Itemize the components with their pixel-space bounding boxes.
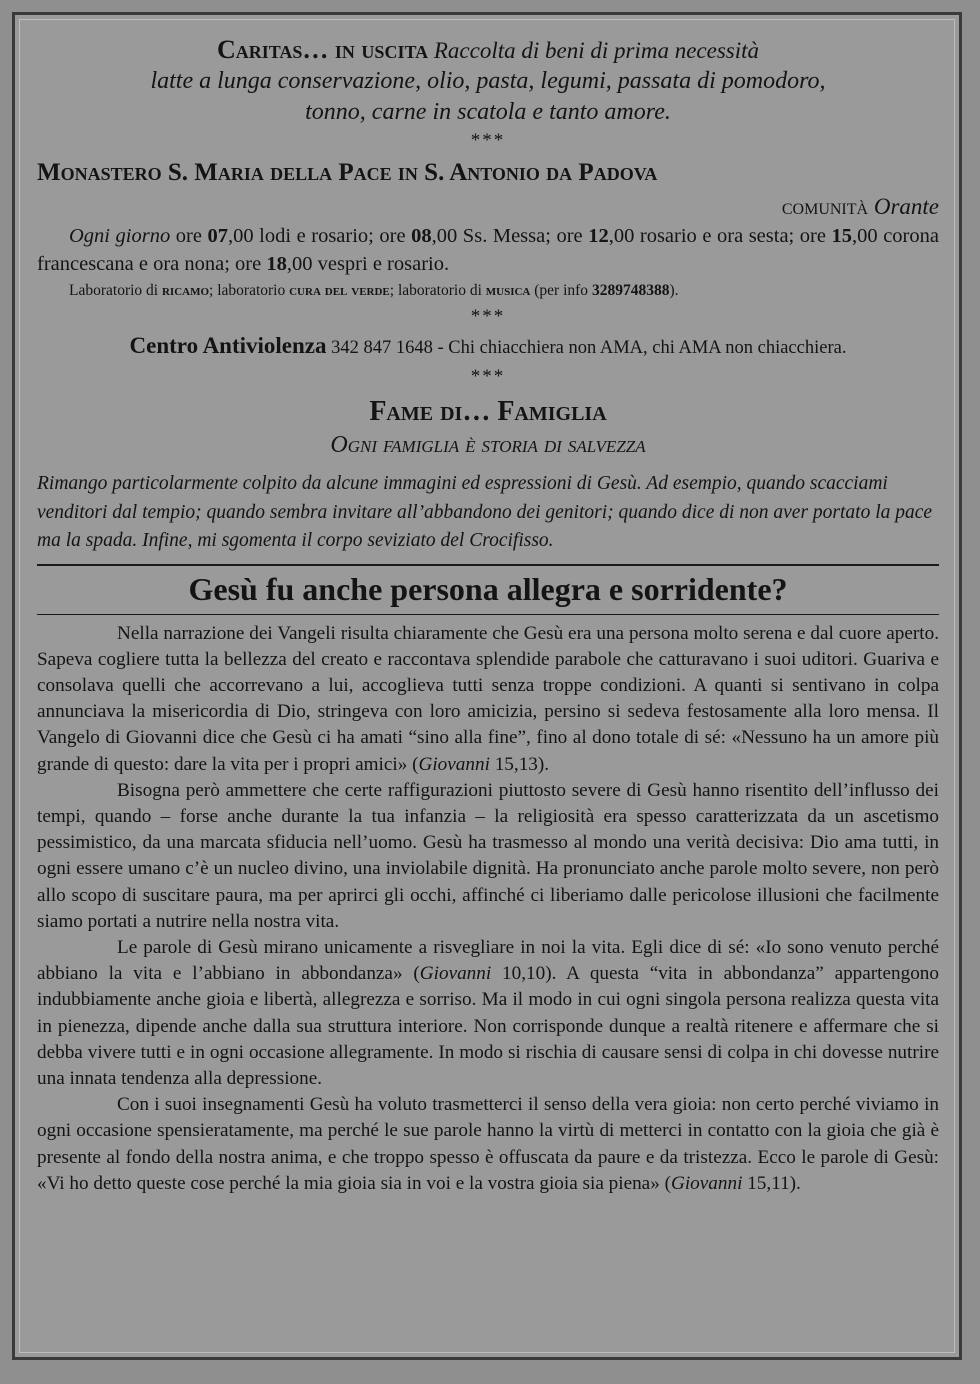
fame-title: Fame di… Famiglia	[369, 396, 607, 427]
p3-rest: 10,10). A questa “vita in abbondanza” appartengono indubbiamente anche gioia e libertà, allegrezza e sorriso. Ma il modo in cui ogni singola persona realizza questa vita in pienezza, dipende anche dalla sua struttura interiore. Non corrisponde dunque a realtà ritenere e affermare che si debba vivere tutti e in ogni occasione allegramente. In modo si rischia di causare sensi di colpa in chi dovesse nutrire una innata tendenza alla depressione.	[37, 963, 939, 1089]
time-08: 08	[411, 225, 432, 247]
caritas-label: Caritas… in uscita	[216, 35, 429, 64]
orari-text-f: ,00 vespri e rosario.	[286, 253, 450, 275]
lab-end: ).	[669, 282, 679, 299]
laboratori-line	[69, 278, 939, 304]
orari-text-b: ,00 lodi e rosario; ore	[228, 225, 412, 247]
orari-text-c: ,00 Ss. Messa; ore	[431, 225, 589, 247]
lab-prefix: Laboratorio di	[69, 282, 162, 299]
lab-mid-1: ; laboratorio	[209, 282, 290, 299]
comunita-label: comunità	[781, 194, 869, 219]
caritas-subtitle: Raccolta di beni di prima necessità	[433, 38, 760, 63]
divider-bottom	[37, 614, 939, 615]
time-07: 07	[207, 225, 228, 247]
separator-3: ***	[470, 366, 506, 387]
orari-paragraph	[37, 222, 939, 278]
monastero-title: Monastero S. Maria della Pace in S. Antonio da Padova	[37, 159, 658, 186]
page-frame	[12, 12, 962, 1360]
caritas-line-1: latte a lunga conservazione, olio, pasta, legumi, passata di pomodoro,	[150, 68, 826, 94]
p1-end: 15,13).	[489, 753, 550, 775]
article-paragraph-2: Bisogna però ammettere che certe raffigurazioni piuttosto severe di Gesù hanno risentito dell’influsso dei tempi, quando – forse anche durante la tua infanzia – la religiosità era spesso caratterizzata da un ascetismo pessimistico, da una marcata sfiducia nell’uomo. Gesù ha trasmesso al mondo una verità decisiva: Dio ama tutti, in ogni essere umano c’è un nucleo divino, una inviolabile dignità. Ha pronunciato anche parole molto severe, non però allo scopo di suscitare paura, ma per aprirci gli occhi, affinché ci liberiamo dalle pericolose illusioni che facilmente siamo portati a nutrire nella nostra vita.	[37, 779, 939, 932]
separator-1: ***	[470, 130, 506, 151]
p1-ref: Giovanni	[418, 753, 490, 775]
lab-musica: musica	[485, 282, 531, 299]
p3-ref: Giovanni	[419, 963, 492, 985]
lab-mid-2: ; laboratorio di	[389, 282, 486, 299]
article-paragraph-3	[37, 935, 939, 1092]
time-12: 12	[588, 225, 609, 247]
p4-ref: Giovanni	[670, 1172, 743, 1194]
orari-text-d: ,00 rosario e ora sesta; ore	[608, 225, 832, 247]
centro-name: Centro Antiviolenza	[129, 333, 327, 358]
ogni-giorno: Ogni giorno	[69, 225, 171, 247]
centro-antiviolenza-line	[37, 330, 939, 364]
fame-subtitle: Ogni famiglia è storia di salvezza	[330, 432, 646, 458]
caritas-line-2: tonno, carne in scatola e tanto amore.	[305, 99, 671, 125]
orante-label: Orante	[873, 194, 939, 219]
lab-info: (per info	[530, 282, 592, 299]
lab-ricamo: ricamo	[161, 282, 210, 299]
p4-text: Con i suoi insegnamenti Gesù ha voluto trasmetterci il senso della vera gioia: non certo perché viviamo in ogni occasione spensieratamente, ma perché le sue parole hanno la virtù di metterci in contatto con la gioia che già è presente al fondo della nostra anima, e che troppo spesso è offuscata da paure e da tristezza. Ecco le parole di Gesù: «Vi ho detto queste cose perché la mia gioia sia in voi e la vostra gioia sia piena» (	[37, 1094, 939, 1194]
time-15: 15	[831, 225, 853, 247]
p4-end: 15,11).	[742, 1172, 801, 1194]
centro-phone: 342 847 1648	[331, 338, 433, 358]
page-content	[37, 35, 939, 1197]
orari-text-a: ore	[170, 225, 208, 247]
caritas-heading	[37, 35, 939, 66]
article-body	[37, 621, 939, 1197]
centro-motto: - Chi chiacchiera non AMA, chi AMA non chiacchiera.	[432, 338, 847, 358]
orari-text-e: ,00 corona francescana e ora nona; ore	[37, 225, 939, 275]
p3-text: Le parole di Gesù mirano unicamente a risvegliare in noi la vita. Egli dice di sé: «Io sono venuto perché abbiano la vita e l’abbiano in abbondanza» (	[37, 936, 939, 985]
p1-text: Nella narrazione dei Vangeli risulta chiaramente che Gesù era una persona molto serena e dal cuore aperto. Sapeva cogliere tutta la bellezza del creato e raccontava splendide parabole che catturavano i suoi uditori. Guariva e consolava quelli che accorrevano a lui, accoglieva tutti senza troppe condizioni. A quanti si sentivano in colpa annunciava la misericordia di Dio, stringeva con loro amicizia, persino si sedeva festosamente alla loro mensa. Il Vangelo di Giovanni dice che Gesù ci ha amati “sino alla fine”, fino al dono totale di sé: «Nessuno ha un amore più grande di questo: dare la vita per i propri amici» (	[37, 622, 939, 775]
time-18: 18	[266, 253, 287, 275]
article-title: Gesù fu anche persona allegra e sorridente?	[188, 570, 788, 607]
comunita-orante	[37, 192, 939, 222]
fame-intro: Rimango particolarmente colpito da alcune immagini ed espressioni di Gesù. Ad esempio, quando scacciami venditori dal tempio; quando sembra invitare all’abbandono dei genitori; quando dice di non aver portato la pace ma la spada. Infine, mi sgomenta il corpo seviziato del Crocifisso.	[37, 473, 933, 551]
lab-phone: 3289748388	[591, 282, 670, 299]
lab-cura-verde: cura del verde	[289, 282, 390, 299]
separator-2: ***	[470, 306, 506, 327]
article-paragraph-4	[37, 1092, 939, 1197]
article-paragraph-1	[37, 621, 939, 778]
